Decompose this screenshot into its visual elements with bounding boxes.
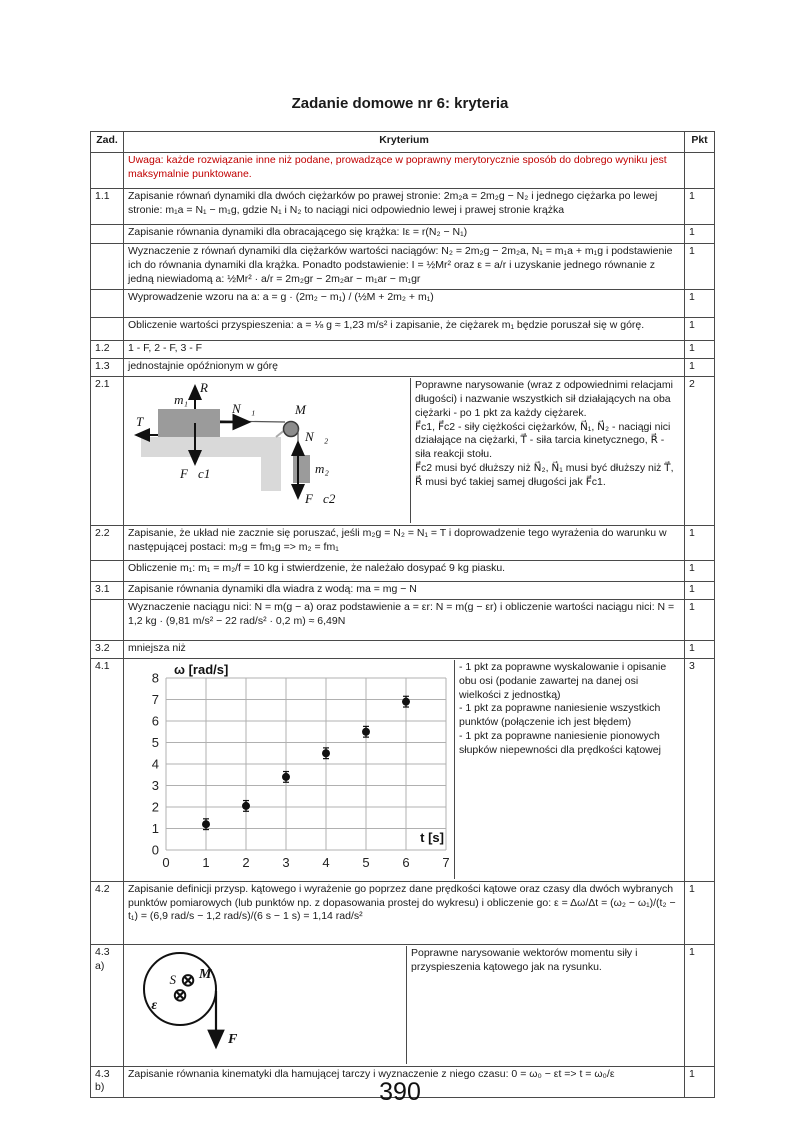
- row-task-id: 2.2: [91, 525, 124, 560]
- table-row: [91, 640, 715, 658]
- omega-chart-figure: [128, 660, 454, 879]
- row-points: 1: [685, 944, 715, 1066]
- label-m2: m₂: [315, 461, 329, 476]
- disc-figure: [128, 947, 406, 1059]
- data-point: [282, 773, 290, 781]
- table-row: [91, 881, 715, 944]
- data-point: [322, 749, 330, 757]
- row-task-id: [91, 153, 124, 189]
- table-row-diagram: [91, 944, 715, 1066]
- x-tick-label: 7: [442, 854, 450, 870]
- label-Fc2: F⃗c2: [305, 491, 336, 506]
- row-points: 1: [685, 290, 715, 318]
- label-M-vector: M⃗: [199, 966, 223, 982]
- row-task-id: [91, 599, 124, 640]
- x-tick-label: 1: [202, 854, 210, 870]
- table-row: [91, 153, 715, 189]
- row-criterion: Obliczenie wartości przyspieszenia: a = ⅛ g ≈ 1,23 m/s² i zapisanie, że ciężarek m₁ będzie poruszał się w górę.: [124, 318, 685, 341]
- label-M: M: [295, 402, 306, 417]
- label-N1: N⃗₁: [232, 401, 256, 416]
- page-number: 390: [379, 1078, 421, 1106]
- row-criterion: Zapisanie równania dynamiki dla wiadra z wodą: ma = mg − N: [124, 581, 685, 599]
- row-task-id: 1.3: [91, 359, 124, 377]
- pulley-icon: [284, 422, 299, 437]
- criterion-paragraph: F⃗c2 musi być dłuższy niż N⃗₂, N⃗₁ musi być dłuższy niż T⃗, R⃗ musi być takiej samej długości jak F⃗c1.: [415, 462, 674, 489]
- block-m1: [158, 409, 220, 437]
- into-page-icon: ⊗: [180, 969, 196, 990]
- row-points: 1: [685, 1066, 715, 1098]
- row-criterion: Uwaga: każde rozwiązanie inne niż podane, prowadzące w poprawny merytorycznie sposób do dobrego wyniku jest maksymalnie punktowane.: [124, 153, 685, 189]
- x-tick-label: 5: [362, 854, 370, 870]
- criterion-bullet: - 1 pkt za poprawne naniesienie wszystkich punktów (połączenie ich jest błędem): [459, 702, 661, 729]
- row-criterion: Zapisanie definicji przysp. kątowego i wyrażenie go poprzez dane prędkości kątowe oraz czasy dla dwóch wybranych punktów pomiarowych (lub punktów np. z dopasowania prostej do wykresu) i obliczenie go: ε = Δω/Δt = (ω₂ − ω₁)/(t₂ − t₁) = (6,9 rad/s − 1,2 rad/s)/(6 s − 1 s) = 1,14 rad/s²: [124, 881, 685, 944]
- label-m1: m₁: [174, 392, 188, 407]
- label-T: T⃗: [136, 414, 154, 429]
- data-point: [242, 802, 250, 810]
- row-task-id: 4.1: [91, 658, 124, 881]
- row-points: 1: [685, 881, 715, 944]
- row-points: 1: [685, 225, 715, 244]
- row-task-id: [91, 244, 124, 290]
- criteria-table: [90, 131, 715, 1098]
- y-tick-label: 4: [151, 756, 159, 772]
- row-task-id: 1.2: [91, 341, 124, 359]
- row-points: 2: [685, 377, 715, 526]
- row-points: 1: [685, 359, 715, 377]
- criterion-bullet: - 1 pkt za poprawne naniesienie pionowych słupków niepewności dla prędkości kątowej: [459, 730, 661, 757]
- table-row: [91, 225, 715, 244]
- row-points: 1: [685, 581, 715, 599]
- label-Fc1: F⃗c1: [180, 466, 211, 481]
- data-point: [402, 698, 410, 706]
- into-page-icon: ⊗: [172, 984, 188, 1005]
- row-task-id: [91, 290, 124, 318]
- row-criterion: [410, 378, 680, 523]
- table-row: [91, 244, 715, 290]
- x-tick-label: 6: [402, 854, 410, 870]
- table-row-chart: [91, 658, 715, 881]
- y-tick-label: 6: [151, 713, 159, 729]
- table-row: [91, 560, 715, 581]
- pulley-system-figure: [128, 379, 410, 518]
- label-epsilon-vector: ε⃗: [151, 997, 168, 1013]
- label-F-vector: F⃗: [228, 1031, 249, 1047]
- row-task-id: 4.3 a): [91, 944, 124, 1066]
- y-tick-label: 3: [151, 777, 159, 793]
- table-row: [91, 359, 715, 377]
- row-criterion: Obliczenie m₁: m₁ = m₂/f = 10 kg i stwierdzenie, że należało dosypać 9 kg piasku.: [124, 560, 685, 581]
- row-points: 1: [685, 599, 715, 640]
- x-tick-label: 0: [162, 854, 170, 870]
- table-row: [91, 599, 715, 640]
- row-task-id: 3.1: [91, 581, 124, 599]
- table-row: [91, 341, 715, 359]
- x-tick-label: 3: [282, 854, 290, 870]
- criterion-paragraph: Poprawne narysowanie (wraz z odpowiednimi relacjami długości) i nazwanie wszystkich sił działających na oba ciężarki - po 1 pkt za każdy ciężarek.: [415, 379, 673, 419]
- row-task-id: 1.1: [91, 189, 124, 225]
- row-task-id: 4.3 b): [91, 1066, 124, 1098]
- block-m2: [293, 455, 310, 483]
- scatter-chart: [132, 662, 462, 874]
- force-diagram: [128, 378, 410, 523]
- table-row: [91, 290, 715, 318]
- row-points: 1: [685, 560, 715, 581]
- y-tick-label: 7: [151, 691, 159, 707]
- label-S: S: [169, 971, 176, 987]
- row-points: [685, 153, 715, 189]
- table-row: [91, 581, 715, 599]
- row-task-id: 4.2: [91, 881, 124, 944]
- data-point: [202, 820, 210, 828]
- criterion-bullet: - 1 pkt za poprawne wyskalowanie i opisanie obu osi (podanie zawartej na danej osi wielkości z jednostką): [459, 660, 667, 701]
- page-title: Zadanie domowe nr 6: kryteria: [291, 95, 509, 112]
- y-tick-label: 0: [151, 842, 159, 858]
- row-task-id: [91, 560, 124, 581]
- data-point: [362, 728, 370, 736]
- header-pkt: Pkt: [685, 132, 715, 153]
- criterion-paragraph: F⃗c1, F⃗c2 - siły ciężkości ciężarków, N⃗₁, N⃗₂ - naciągi nici działające na ciężarki, T⃗ - siła tarcia kinetycznego, R⃗ - siła reakcji stołu.: [415, 420, 671, 461]
- row-criterion: Zapisanie równań dynamiki dla dwóch ciężarków po prawej stronie: 2m₂a = 2m₂g − N₂ i jednego ciężarka po lewej stronie: m₁a = N₁ − m₁g, gdzie N₁ i N₂ to naciągi nici odpowiednio lewej i prawej stronie krążka: [124, 189, 685, 225]
- x-tick-label: 2: [242, 854, 250, 870]
- y-tick-label: 5: [151, 734, 159, 750]
- label-N2: N⃗₂: [305, 429, 329, 444]
- y-tick-label: 8: [151, 670, 159, 686]
- row-task-id: 2.1: [91, 377, 124, 526]
- row-criterion: mniejsza niż: [124, 640, 685, 658]
- table-row: [91, 318, 715, 341]
- header-zad: Zad.: [91, 132, 124, 153]
- row-criterion: Zapisanie równania kinematyki dla hamującej tarczy i wyznaczenie z niego czasu: 0 = ω₀ − εt => t = ω₀/ε: [124, 1066, 685, 1098]
- row-task-id: 3.2: [91, 640, 124, 658]
- row-criterion: Zapisanie równania dynamiki dla obracającego się krążka: Iε = r(N₂ − N₁): [124, 225, 685, 244]
- row-task-id: [91, 318, 124, 341]
- row-criterion: jednostajnie opóźnionym w górę: [124, 359, 685, 377]
- row-criterion: Wyznaczenie naciągu nici: N = m(g − a) oraz podstawienie a = εr: N = m(g − εr) i obliczenie wartości naciągu nici: N = 1,2 kg · (9,81 m/s² − 22 rad/s² · 0,2 m) ≈ 6,49N: [124, 599, 685, 640]
- y-tick-label: 2: [151, 799, 159, 815]
- header-kryterium: Kryterium: [124, 132, 685, 153]
- y-axis-label: ω [rad/s]: [174, 661, 229, 677]
- table-row: [91, 189, 715, 225]
- row-criterion: Wyznaczenie z równań dynamiki dla ciężarków wartości naciągów: N₂ = 2m₂g − 2m₂a, N₁ = m₁a + m₁g i podstawienie ich do równania dynamiki dla krążka. Ponadto podstawienie: I = ½Mr² oraz ε = a/r i uzyskanie jednego równanie z jedną niewiadomą a: ½Mr² · a/r = 2m₂gr − 2m₂ar − m₁ar − m₁gr: [124, 244, 685, 290]
- label-R: R⃗: [200, 380, 219, 395]
- row-points: 1: [685, 189, 715, 225]
- table-row: [91, 525, 715, 560]
- row-criterion: [406, 946, 680, 1064]
- row-points: 1: [685, 318, 715, 341]
- table-shape: [141, 437, 281, 491]
- row-points: 1: [685, 244, 715, 290]
- table-header-row: [91, 132, 715, 153]
- criterion-paragraph: Poprawne narysowanie wektorów momentu siły i przyspieszenia kątowego jak na rysunku.: [411, 946, 638, 973]
- row-criterion: 1 - F, 2 - F, 3 - F: [124, 341, 685, 359]
- x-tick-label: 4: [322, 854, 330, 870]
- row-points: 1: [685, 640, 715, 658]
- row-points: 1: [685, 341, 715, 359]
- x-axis-label: t [s]: [420, 829, 444, 845]
- table-row-diagram: [91, 377, 715, 526]
- row-criterion: Wyprowadzenie wzoru na a: a = g · (2m₂ − m₁) / (½M + 2m₂ + m₁): [124, 290, 685, 318]
- row-points: 1: [685, 525, 715, 560]
- row-criterion: [454, 660, 680, 879]
- row-points: 3: [685, 658, 715, 881]
- disc-diagram: [128, 946, 406, 1064]
- row-task-id: [91, 225, 124, 244]
- y-tick-label: 1: [151, 820, 159, 836]
- row-criterion: Zapisanie, że układ nie zacznie się poruszać, jeśli m₂g = N₂ = N₁ = T i doprowadzenie tego wyrażenia do warunku w następującej postaci: m₂g = fm₁g => m₂ = fm₁: [124, 525, 685, 560]
